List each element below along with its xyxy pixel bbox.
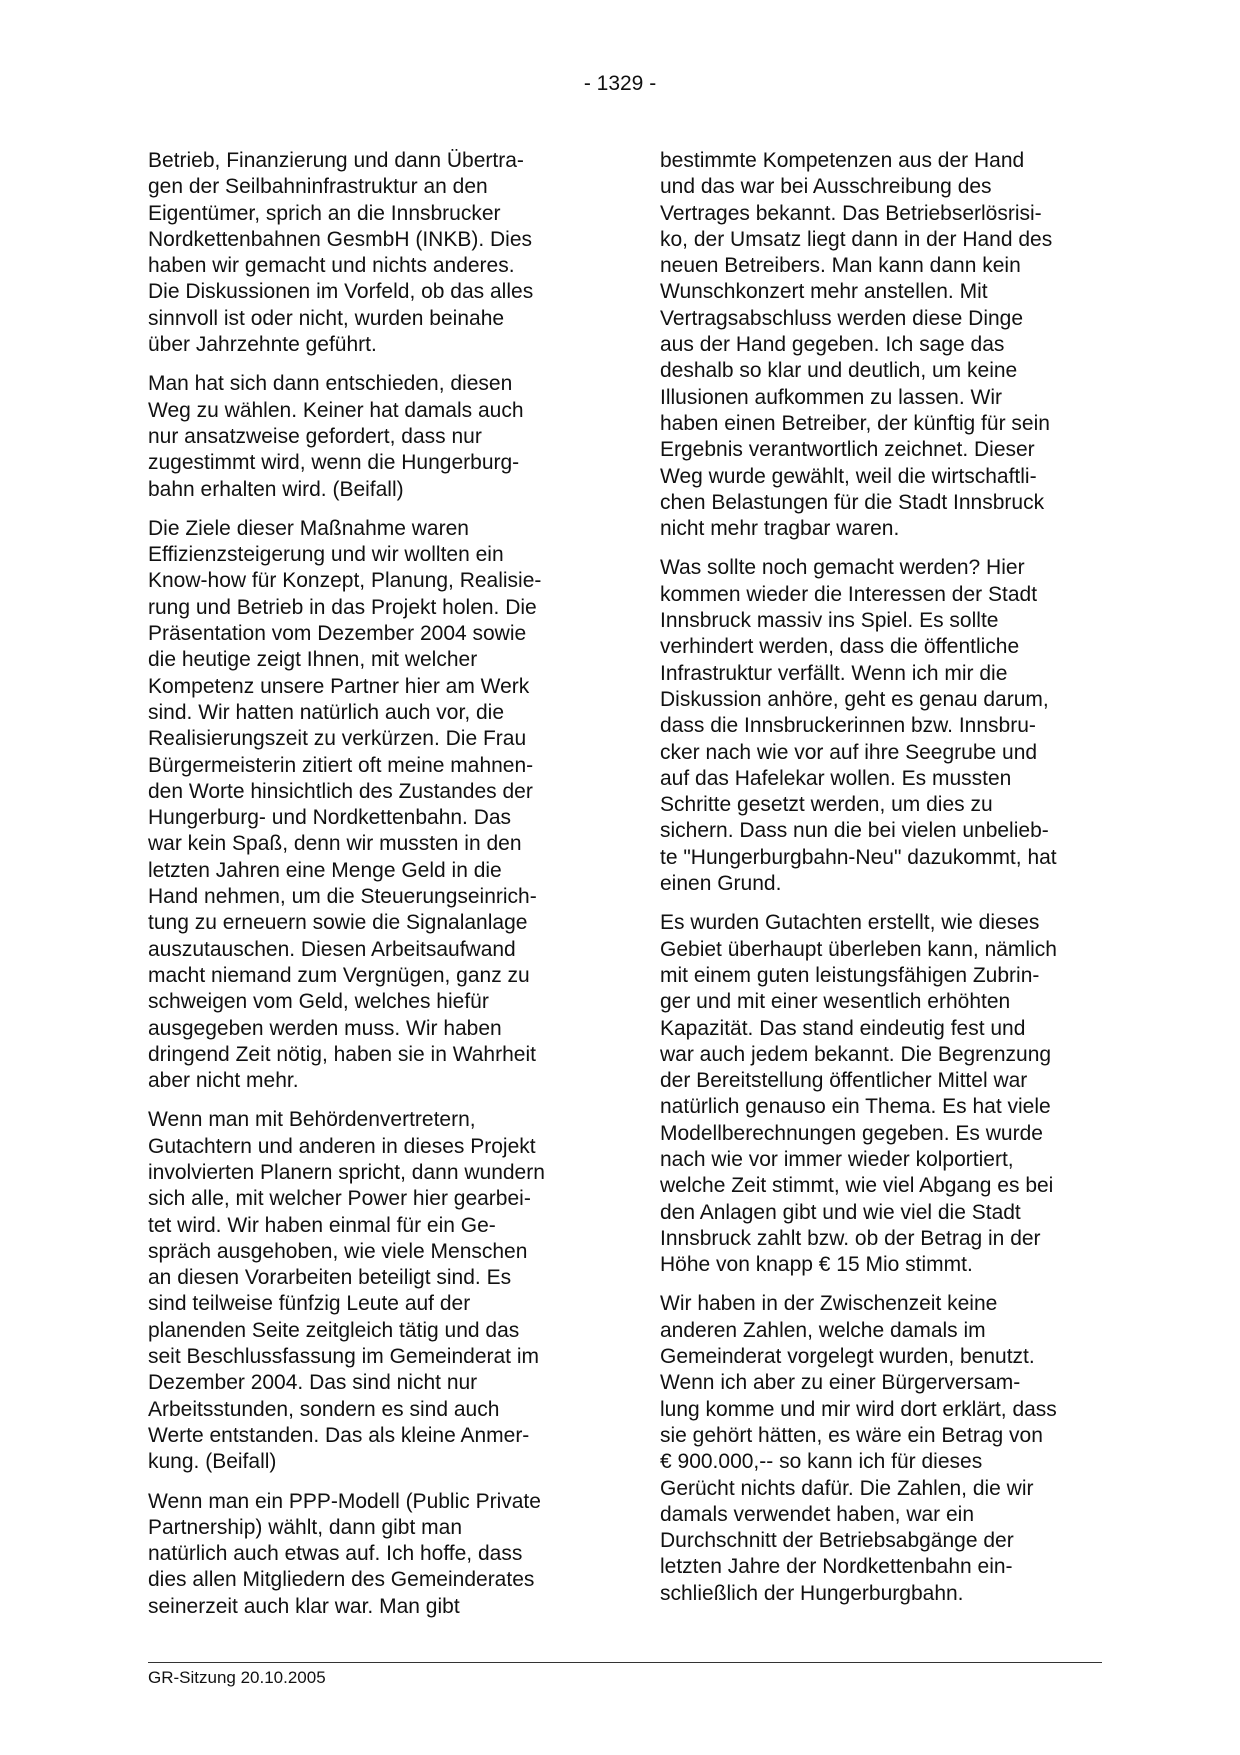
text-line: ger und mit einer wesentlich erhöhten xyxy=(660,990,1011,1014)
text-line: Dezember 2004. Das sind nicht nur xyxy=(148,1371,478,1395)
text-line: te "Hungerburgbahn-Neu" dazukommt, hat xyxy=(660,845,1057,869)
text-line: deshalb so klar und deutlich, um keine xyxy=(660,359,1018,383)
text-line: chen Belastungen für die Stadt Innsbruck xyxy=(660,490,1045,514)
text-line: involvierten Planern spricht, dann wundern xyxy=(148,1160,545,1184)
text-line: kommen wieder die Interessen der Stadt xyxy=(660,582,1038,606)
text-line: Illusionen aufkommen zu lassen. Wir xyxy=(660,385,1002,409)
text-line: letzten Jahre der Nordkettenbahn ein- xyxy=(660,1555,1013,1579)
text-line: ausgegeben werden muss. Wir haben xyxy=(148,1016,502,1040)
text-line: aus der Hand gegeben. Ich sage das xyxy=(660,333,1005,357)
text-line: verhindert werden, dass die öffentliche xyxy=(660,635,1020,659)
text-line: Modellberechnungen gegeben. Es wurde xyxy=(660,1121,1043,1145)
text-line: war kein Spaß, denn wir mussten in den xyxy=(148,832,522,856)
text-line: Durchschnitt der Betriebsabgänge der xyxy=(660,1529,1014,1553)
paragraph xyxy=(660,910,1110,1278)
text-line: schließlich der Hungerburgbahn. xyxy=(660,1581,964,1605)
text-line: sind teilweise fünfzig Leute auf der xyxy=(148,1292,471,1316)
paragraph xyxy=(148,1107,598,1475)
page-number: - 1329 - xyxy=(583,72,657,95)
text-line: Eigentümer, sprich an die Innsbrucker xyxy=(148,201,501,225)
text-line: sinnvoll ist oder nicht, wurden beinahe xyxy=(148,306,505,330)
text-line: an diesen Vorarbeiten beteiligt sind. Es xyxy=(148,1266,512,1290)
text-line: seinerzeit auch klar war. Man gibt xyxy=(148,1594,460,1618)
text-line: den Anlagen gibt und wie viel die Stadt xyxy=(660,1200,1021,1224)
text-line: Gebiet überhaupt überleben kann, nämlich xyxy=(660,937,1057,961)
paragraph xyxy=(148,1489,598,1620)
text-line: € 900.000,-- so kann ich für dieses xyxy=(660,1450,983,1474)
text-line: welche Zeit stimmt, wie viel Abgang es bei xyxy=(660,1174,1054,1198)
text-line: Realisierungszeit zu verkürzen. Die Frau xyxy=(148,727,527,751)
text-line: nach wie vor immer wieder kolportiert, xyxy=(660,1147,1014,1171)
text-line: bestimmte Kompetenzen aus der Hand xyxy=(660,149,1025,172)
text-line: Wenn man mit Behördenvertretern, xyxy=(148,1108,476,1132)
footer-session-label: GR-Sitzung 20.10.2005 xyxy=(148,1668,326,1687)
text-line: Kapazität. Das stand eindeutig fest und xyxy=(660,1016,1026,1040)
text-line: auf das Hafelekar wollen. Es mussten xyxy=(660,766,1012,790)
text-line: Gemeinderat vorgelegt wurden, benutzt. xyxy=(660,1345,1035,1369)
paragraph xyxy=(660,555,1110,897)
paragraph xyxy=(148,371,598,502)
text-line: Vertragsabschluss werden diese Dinge xyxy=(660,306,1024,330)
text-line: Infrastruktur verfällt. Wenn ich mir die xyxy=(660,661,1008,685)
text-line: seit Beschlussfassung im Gemeinderat im xyxy=(148,1345,539,1369)
text-line: Wir haben in der Zwischenzeit keine xyxy=(660,1292,998,1316)
text-line: anderen Zahlen, welche damals im xyxy=(660,1318,986,1342)
text-line: Gerücht nichts dafür. Die Zahlen, die wir xyxy=(660,1476,1034,1500)
text-line: die heutige zeigt Ihnen, mit welcher xyxy=(148,648,478,672)
text-line: auszutauschen. Diesen Arbeitsaufwand xyxy=(148,937,516,961)
right-column xyxy=(660,148,1110,1620)
text-line: über Jahrzehnte geführt. xyxy=(148,333,377,357)
text-line: gen der Seilbahninfrastruktur an den xyxy=(148,175,488,199)
text-line: Vertrages bekannt. Das Betriebserlösrisi- xyxy=(660,201,1042,225)
text-line: Innsbruck massiv ins Spiel. Es sollte xyxy=(660,609,999,633)
text-line: einen Grund. xyxy=(660,872,782,896)
text-line: natürlich genauso ein Thema. Es hat viele xyxy=(660,1095,1051,1119)
text-line: und das war bei Ausschreibung des xyxy=(660,175,992,199)
text-line: Die Ziele dieser Maßnahme waren xyxy=(148,516,469,540)
text-line: letzten Jahren eine Menge Geld in die xyxy=(148,858,502,882)
paragraph xyxy=(660,1291,1110,1607)
paragraph xyxy=(660,148,1110,542)
text-line: Schritte gesetzt werden, um dies zu xyxy=(660,793,993,817)
text-line: lung komme und mir wird dort erklärt, dass xyxy=(660,1397,1057,1421)
text-line: tet wird. Wir haben einmal für ein Ge- xyxy=(148,1213,496,1237)
text-line: Arbeitsstunden, sondern es sind auch xyxy=(148,1397,500,1421)
text-line: zugestimmt wird, wenn die Hungerburg- xyxy=(148,451,520,475)
text-line: Wunschkonzert mehr anstellen. Mit xyxy=(660,280,988,304)
text-line: Gutachtern und anderen in dieses Projekt xyxy=(148,1134,536,1158)
text-line: dies allen Mitgliedern des Gemeinderates xyxy=(148,1568,535,1592)
text-line: Hungerburg- und Nordkettenbahn. Das xyxy=(148,806,512,830)
text-line: ko, der Umsatz liegt dann in der Hand des xyxy=(660,227,1053,251)
text-line: dass die Innsbruckerinnen bzw. Innsbru- xyxy=(660,714,1036,738)
text-line: Innsbruck zahlt bzw. ob der Betrag in der xyxy=(660,1226,1041,1250)
text-line: Hand nehmen, um die Steuerungseinrich- xyxy=(148,885,537,909)
text-line: Nordkettenbahnen GesmbH (INKB). Dies xyxy=(148,227,532,251)
text-line: natürlich auch etwas auf. Ich hoffe, dass xyxy=(148,1542,523,1566)
text-line: Partnership) wählt, dann gibt man xyxy=(148,1515,463,1539)
text-line: macht niemand zum Vergnügen, ganz zu xyxy=(148,963,530,987)
text-line: rung und Betrieb in das Projekt holen. Die xyxy=(148,595,537,619)
text-line: schweigen vom Geld, welches hiefür xyxy=(148,990,489,1014)
text-line: tung zu erneuern sowie die Signalanlage xyxy=(148,911,528,935)
text-line: Präsentation vom Dezember 2004 sowie xyxy=(148,622,527,646)
text-line: sichern. Dass nun die bei vielen unbelieb- xyxy=(660,819,1049,843)
paragraph xyxy=(148,516,598,1095)
text-line: bahn erhalten wird. (Beifall) xyxy=(148,477,404,501)
text-line: sich alle, mit welcher Power hier gearbei- xyxy=(148,1187,531,1211)
text-line: Kompetenz unsere Partner hier am Werk xyxy=(148,674,530,698)
text-line: sind. Wir hatten natürlich auch vor, die xyxy=(148,700,505,724)
text-line: sie gehört hätten, es wäre ein Betrag von xyxy=(660,1423,1043,1447)
text-line: haben wir gemacht und nichts anderes. xyxy=(148,254,515,278)
text-line: Wenn ich aber zu einer Bürgerversam- xyxy=(660,1371,1021,1395)
text-line: Man hat sich dann entschieden, diesen xyxy=(148,372,513,396)
text-line: Wenn man ein PPP-Modell (Public Private xyxy=(148,1489,541,1513)
text-line: der Bereitstellung öffentlicher Mittel war xyxy=(660,1069,1028,1093)
text-line: neuen Betreibers. Man kann dann kein xyxy=(660,254,1021,278)
text-line: Weg wurde gewählt, weil die wirtschaftli- xyxy=(660,464,1037,488)
text-line: Was sollte noch gemacht werden? Hier xyxy=(660,556,1025,580)
text-line: den Worte hinsichtlich des Zustandes der xyxy=(148,779,533,803)
paragraph xyxy=(148,148,598,358)
text-line: cker nach wie vor auf ihre Seegrube und xyxy=(660,740,1038,764)
text-line: Werte entstanden. Das als kleine Anmer- xyxy=(148,1423,530,1447)
footer-divider xyxy=(148,1662,1102,1663)
text-line: mit einem guten leistungsfähigen Zubrin- xyxy=(660,963,1040,987)
text-line: Ergebnis verantwortlich zeichnet. Dieser xyxy=(660,438,1035,462)
text-line: Know-how für Konzept, Planung, Realisie- xyxy=(148,569,542,593)
text-line: Höhe von knapp € 15 Mio stimmt. xyxy=(660,1253,973,1277)
text-line: Die Diskussionen im Vorfeld, ob das alles xyxy=(148,280,534,304)
text-line: Es wurden Gutachten erstellt, wie dieses xyxy=(660,911,1040,935)
text-line: dringend Zeit nötig, haben sie in Wahrheit xyxy=(148,1042,536,1066)
text-line: kung. (Beifall) xyxy=(148,1450,277,1474)
text-line: Diskussion anhöre, geht es genau darum, xyxy=(660,687,1049,711)
text-line: damals verwendet haben, war ein xyxy=(660,1502,975,1526)
text-line: Effizienzsteigerung und wir wollten ein xyxy=(148,543,504,567)
text-line: Bürgermeisterin zitiert oft meine mahnen- xyxy=(148,753,534,777)
text-line: nur ansatzweise gefordert, dass nur xyxy=(148,424,482,448)
text-line: Weg zu wählen. Keiner hat damals auch xyxy=(148,398,524,422)
text-line: haben einen Betreiber, der künftig für sein xyxy=(660,411,1050,435)
text-line: Betrieb, Finanzierung und dann Übertra- xyxy=(148,149,524,172)
text-line: nicht mehr tragbar waren. xyxy=(660,517,900,541)
left-column xyxy=(148,148,598,1633)
text-line: planenden Seite zeitgleich tätig und das xyxy=(148,1318,520,1342)
text-line: war auch jedem bekannt. Die Begrenzung xyxy=(660,1042,1052,1066)
text-line: aber nicht mehr. xyxy=(148,1069,299,1093)
text-line: spräch ausgehoben, wie viele Menschen xyxy=(148,1239,528,1263)
